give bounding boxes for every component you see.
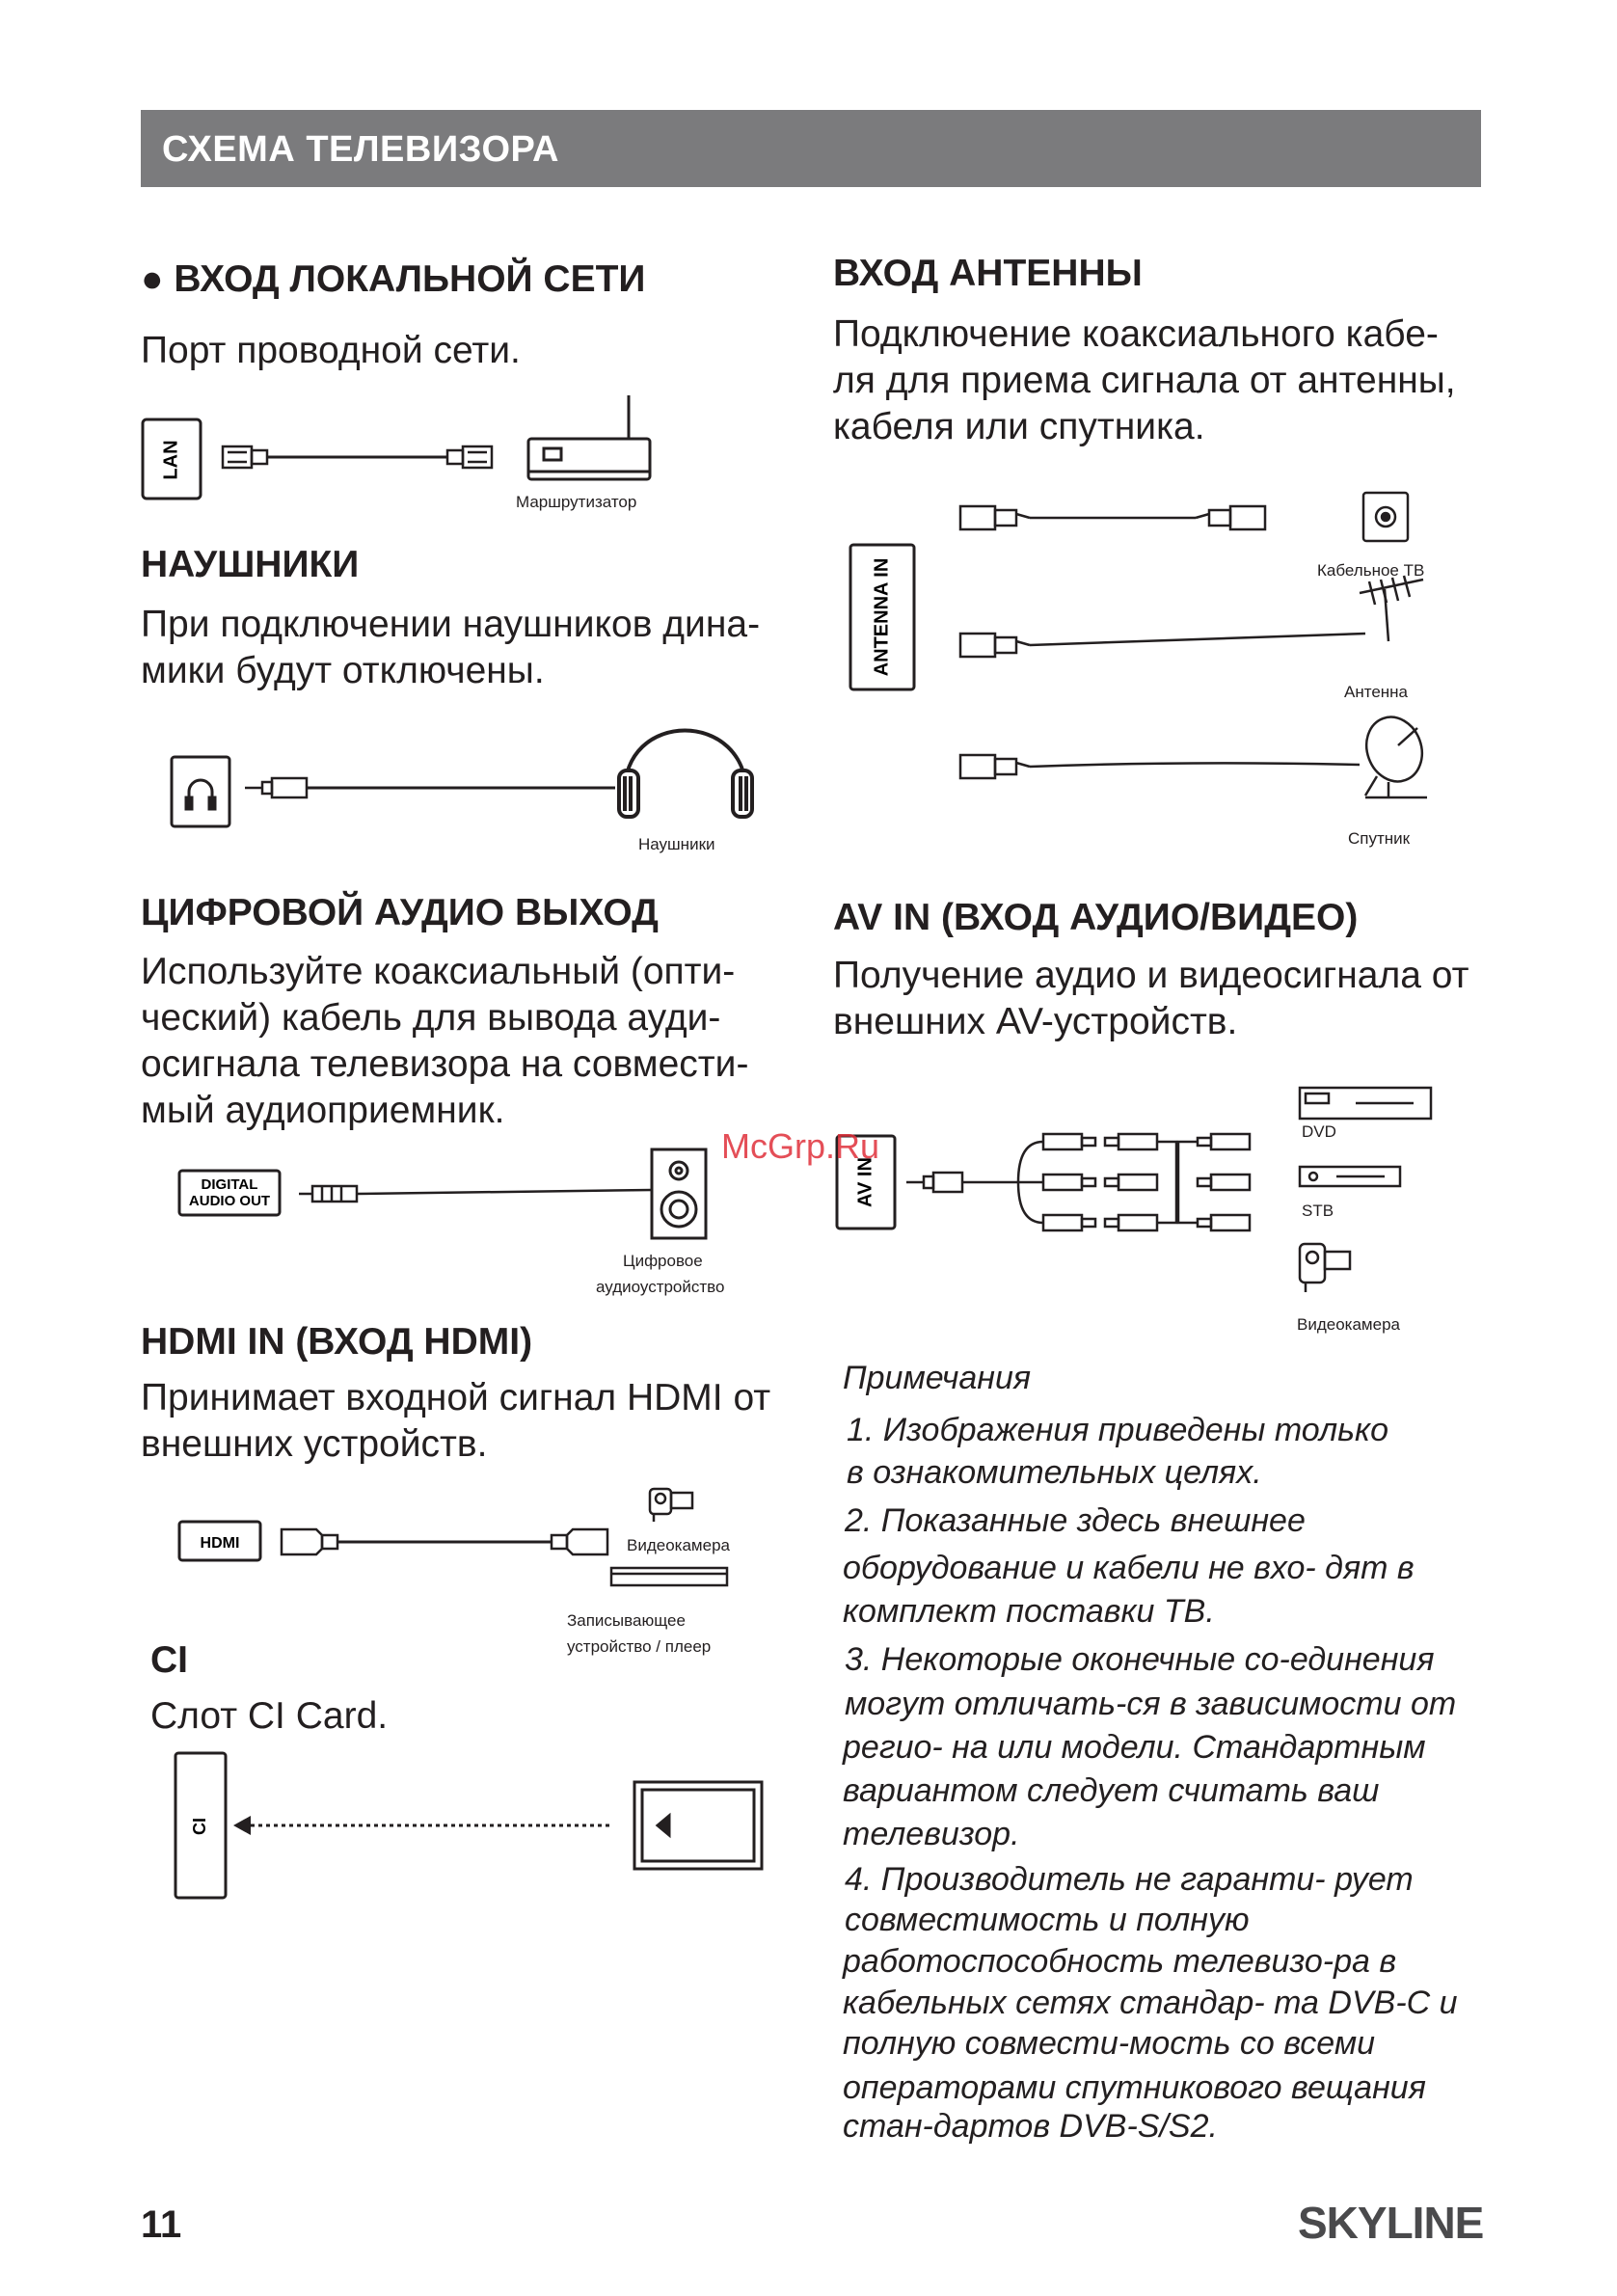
terrestrial-antenna-icon bbox=[1360, 576, 1423, 641]
stb-caption: STB bbox=[1302, 1202, 1334, 1220]
digital-audio-description: Используйте коаксиальный (опти- ческий) кабель для вывода ауди- осигнала телевизора на совмести- мый аудиоприемник. bbox=[141, 951, 749, 1131]
note-line: регио- на или модели. Стандартным bbox=[843, 1729, 1426, 1766]
av-jack-plug-icon bbox=[906, 1173, 962, 1192]
ci-heading: CI bbox=[150, 1639, 188, 1681]
digital-audio-port-label-1: DIGITAL bbox=[201, 1176, 258, 1193]
satellite-dish-icon bbox=[1358, 709, 1431, 797]
note-line: вариантом следует считать ваш bbox=[843, 1772, 1380, 1809]
antenna-heading: ВХОД АНТЕННЫ bbox=[833, 253, 1143, 294]
headphones-diagram bbox=[170, 709, 768, 844]
page-title: СХЕМА ТЕЛЕВИЗОРА bbox=[162, 129, 559, 170]
hdmi-recorder-caption-2: устройство / плеер bbox=[567, 1637, 712, 1656]
headphones-description: При подключении наушников дина- мики будут отключены. bbox=[141, 604, 761, 691]
antenna-diagram bbox=[849, 487, 1446, 853]
coax-antenna-row bbox=[960, 634, 1365, 657]
av-cable-bracket bbox=[1157, 1142, 1198, 1223]
headphone-jack-icon bbox=[186, 780, 215, 809]
router-caption: Маршрутизатор bbox=[516, 493, 637, 511]
lan-heading: ● ВХОД ЛОКАЛЬНОЙ СЕТИ bbox=[141, 258, 646, 300]
hdmi-camera-caption: Видеокамера bbox=[627, 1536, 730, 1554]
ci-arrow-head-icon bbox=[233, 1816, 251, 1835]
watermark: McGrp.Ru bbox=[721, 1126, 880, 1166]
note-line: 1. Изображения приведены только bbox=[847, 1412, 1388, 1448]
speaker-icon bbox=[652, 1149, 706, 1238]
camcorder-small-icon bbox=[650, 1489, 692, 1522]
digital-audio-port-label-2: AUDIO OUT bbox=[188, 1193, 271, 1209]
coax-cable-tv-row bbox=[960, 506, 1265, 529]
av-port-label: AV IN bbox=[854, 1157, 876, 1207]
antenna-port-label: ANTENNA IN bbox=[871, 557, 893, 677]
note-line: стан-дартов DVB-S/S2. bbox=[843, 2108, 1218, 2145]
note-line: телевизор. bbox=[843, 1816, 1020, 1852]
note-line: комплект поставки ТВ. bbox=[843, 1593, 1215, 1630]
ci-slot-label: CI bbox=[189, 1818, 209, 1835]
rj45-plug-right-icon bbox=[447, 446, 492, 468]
note-line: в ознакомительных целях. bbox=[847, 1454, 1262, 1491]
hdmi-port-label: HDMI bbox=[200, 1535, 240, 1552]
coax-plug-icon bbox=[299, 1186, 357, 1202]
note-line: кабельных сетях стандар- та DVB-C и bbox=[843, 1985, 1458, 2021]
digital-audio-diagram bbox=[177, 1144, 717, 1240]
headphone-port-box bbox=[172, 757, 229, 826]
rca-plugs-group-1 bbox=[1043, 1134, 1157, 1230]
hdmi-description: Принимает входной сигнал HDMI от внешних устройств. bbox=[141, 1377, 771, 1465]
ci-diagram bbox=[174, 1747, 771, 1902]
rj45-plug-left-icon bbox=[223, 446, 267, 468]
av-camcorder-icon bbox=[1300, 1244, 1350, 1292]
note-line: 3. Некоторые оконечные со-единения bbox=[845, 1641, 1435, 1678]
satellite-caption: Спутник bbox=[1348, 829, 1411, 848]
coax-satellite-row bbox=[960, 755, 1360, 778]
digital-audio-caption-1: Цифровое bbox=[623, 1252, 703, 1270]
hdmi-heading: HDMI IN (ВХОД HDMI) bbox=[141, 1321, 533, 1363]
av-description: Получение аудио и видеосигнала от внешних AV-устройств. bbox=[833, 955, 1469, 1042]
dvd-player-icon bbox=[1300, 1088, 1431, 1119]
notes-title: Примечания bbox=[843, 1360, 1032, 1396]
recorder-player-icon bbox=[611, 1568, 727, 1585]
headphones-icon bbox=[619, 731, 752, 818]
note-line: совместимость и полную bbox=[845, 1902, 1250, 1938]
digital-audio-heading: ЦИФРОВОЙ АУДИО ВЫХОД bbox=[141, 892, 659, 933]
note-line: могут отличать-ся в зависимости от bbox=[845, 1686, 1457, 1722]
lan-description: Порт проводной сети. bbox=[141, 330, 521, 371]
section-header bbox=[141, 110, 1481, 187]
note-line: оборудование и кабели не вхо- дят в bbox=[843, 1550, 1415, 1586]
antenna-description: Подключение коаксиального кабе- ля для приема сигнала от антенны, кабеля или спутника. bbox=[833, 313, 1456, 447]
ci-description: Слот CI Card. bbox=[150, 1695, 389, 1737]
hdmi-plug-right-icon bbox=[552, 1529, 607, 1554]
cable-tv-socket-icon bbox=[1363, 493, 1408, 541]
av-camera-caption: Видеокамера bbox=[1297, 1315, 1400, 1334]
router-icon bbox=[528, 395, 650, 479]
cable-tv-caption: Кабельное ТВ bbox=[1317, 561, 1425, 580]
audio-plug-icon bbox=[245, 778, 307, 797]
hdmi-diagram bbox=[177, 1473, 775, 1589]
digital-audio-caption-2: аудиоустройство bbox=[596, 1278, 725, 1296]
coax-cable bbox=[357, 1190, 652, 1194]
page-number: 11 bbox=[141, 2203, 182, 2246]
brand-logo: SKYLINE bbox=[1298, 2198, 1484, 2248]
dvd-caption: DVD bbox=[1302, 1122, 1336, 1141]
antenna-caption: Антенна bbox=[1344, 683, 1409, 701]
note-line: полную совмести-мость со всеми bbox=[843, 2025, 1376, 2062]
hdmi-recorder-caption-1: Записывающее bbox=[567, 1611, 686, 1630]
note-line: 4. Производитель не гаранти- рует bbox=[845, 1861, 1414, 1898]
rca-plugs-group-2 bbox=[1198, 1134, 1250, 1230]
av-heading: AV IN (ВХОД АУДИО/ВИДЕО) bbox=[833, 897, 1359, 938]
stb-icon bbox=[1300, 1167, 1400, 1186]
hdmi-plug-left-icon bbox=[282, 1529, 337, 1554]
headphones-heading: НАУШНИКИ bbox=[141, 544, 360, 585]
note-line: работоспособность телевизо-ра в bbox=[843, 1943, 1397, 1980]
av-splitter-cables bbox=[962, 1142, 1043, 1223]
lan-port-label: LAN bbox=[160, 440, 182, 480]
ci-card-icon bbox=[634, 1782, 762, 1869]
note-line: 2. Показанные здесь внешнее bbox=[845, 1502, 1306, 1539]
note-line: операторами спутникового вещания bbox=[843, 2069, 1426, 2106]
headphones-caption: Наушники bbox=[638, 835, 715, 853]
av-diagram bbox=[835, 1080, 1452, 1311]
